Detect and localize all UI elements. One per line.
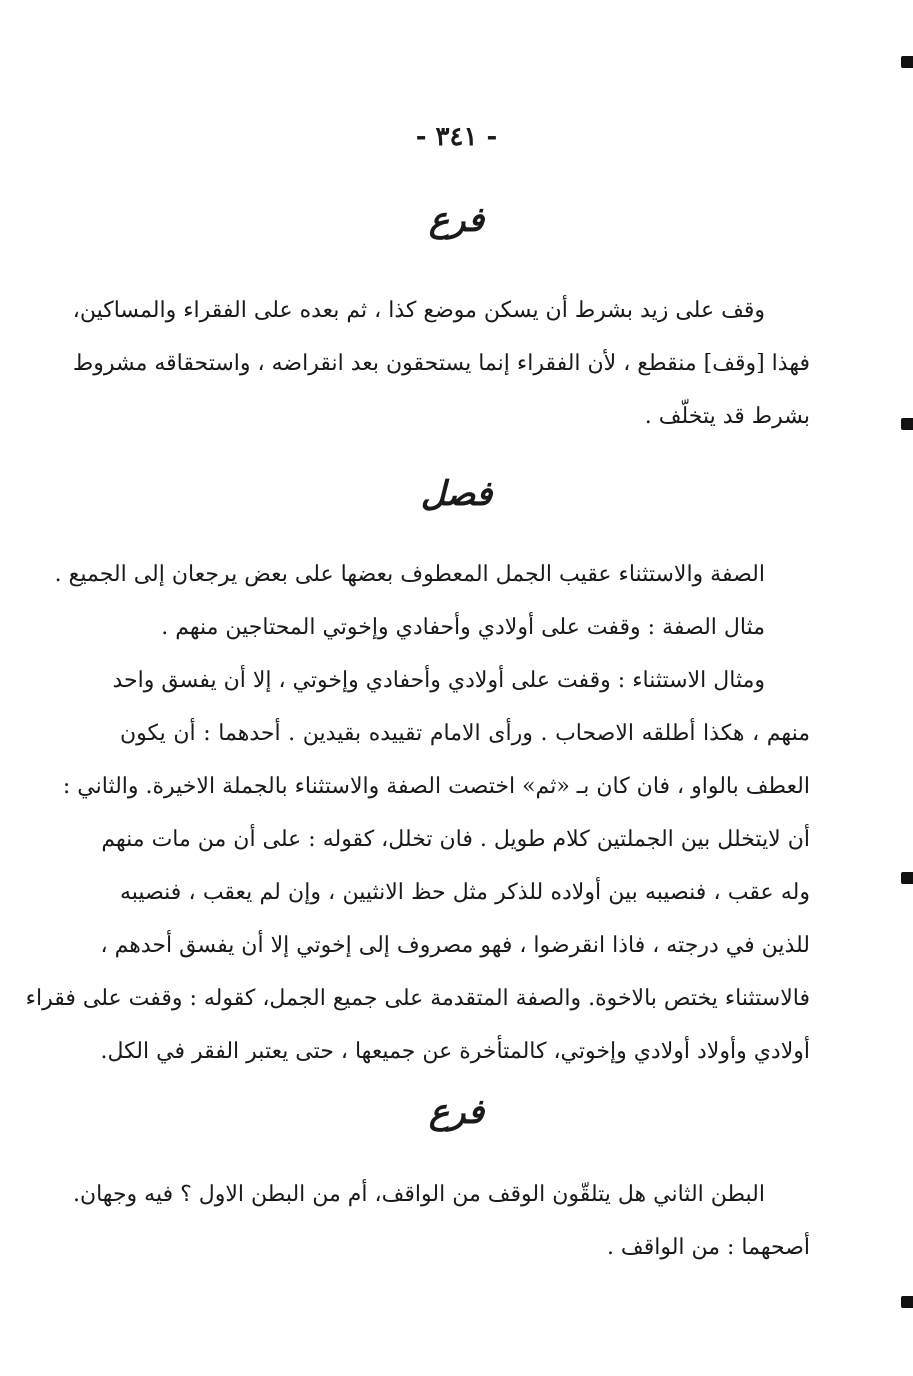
text-line: الصفة والاستثناء عقيب الجمل المعطوف بعضها على بعض يرجعان إلى الجميع . bbox=[54, 562, 765, 587]
section-heading-far-1: فرع bbox=[428, 200, 485, 240]
text-line: البطن الثاني هل يتلقّون الوقف من الواقف، أم من البطن الاول ؟ فيه وجهان. bbox=[72, 1182, 765, 1207]
page-number: - ٣٤١ - bbox=[415, 122, 498, 152]
text-line: العطف بالواو ، فان كان بـ «ثم» اختصت الصفة والاستثناء بالجملة الاخيرة. والثاني : bbox=[62, 774, 810, 799]
text-line: وقف على زيد بشرط أن يسكن موضع كذا ، ثم بعده على الفقراء والمساكين، bbox=[72, 298, 765, 323]
text-line: فهذا [وقف] منقطع ، لأن الفقراء إنما يستحقون بعد انقراضه ، واستحقاقه مشروط bbox=[72, 351, 810, 376]
scan-margin-mark bbox=[901, 56, 913, 68]
section-body-far-2 bbox=[72, 1168, 810, 1274]
text-line: فالاستثناء يختص بالاخوة. والصفة المتقدمة على جميع الجمل، كقوله : وقفت على فقراء bbox=[25, 986, 810, 1011]
section-body-fasl bbox=[25, 548, 810, 1078]
section-body-far-1 bbox=[72, 284, 810, 443]
text-line: مثال الصفة : وقفت على أولادي وأحفادي وإخوتي المحتاجين منهم . bbox=[161, 615, 765, 640]
scan-margin-mark bbox=[901, 1296, 913, 1308]
text-line: للذين في درجته ، فاذا انقرضوا ، فهو مصروف إلى إخوتي إلا أن يفسق أحدهم ، bbox=[100, 933, 810, 958]
text-line: منهم ، هكذا أطلقه الاصحاب . ورأى الامام تقييده بقيدين . أحدهما : أن يكون bbox=[120, 721, 810, 746]
text-line: أصحهما : من الواقف . bbox=[606, 1235, 810, 1260]
text-line: ومثال الاستثناء : وقفت على أولادي وأحفادي وإخوتي ، إلا أن يفسق واحد bbox=[112, 668, 765, 693]
section-heading-fasl: فصل bbox=[420, 474, 493, 514]
scan-margin-mark bbox=[901, 418, 913, 430]
section-heading-far-2: فرع bbox=[428, 1092, 485, 1132]
text-line: وله عقب ، فنصيبه بين أولاده للذكر مثل حظ الانثيين ، وإن لم يعقب ، فنصيبه bbox=[120, 880, 810, 905]
scan-margin-mark bbox=[901, 872, 913, 884]
text-line: أن لايتخلل بين الجملتين كلام طويل . فان تخلل، كقوله : على أن من مات منهم bbox=[101, 827, 810, 852]
text-line: أولادي وأولاد أولادي وإخوتي، كالمتأخرة عن جميعها ، حتى يعتبر الفقر في الكل. bbox=[100, 1039, 810, 1064]
text-line: بشرط قد يتخلّف . bbox=[644, 404, 810, 429]
